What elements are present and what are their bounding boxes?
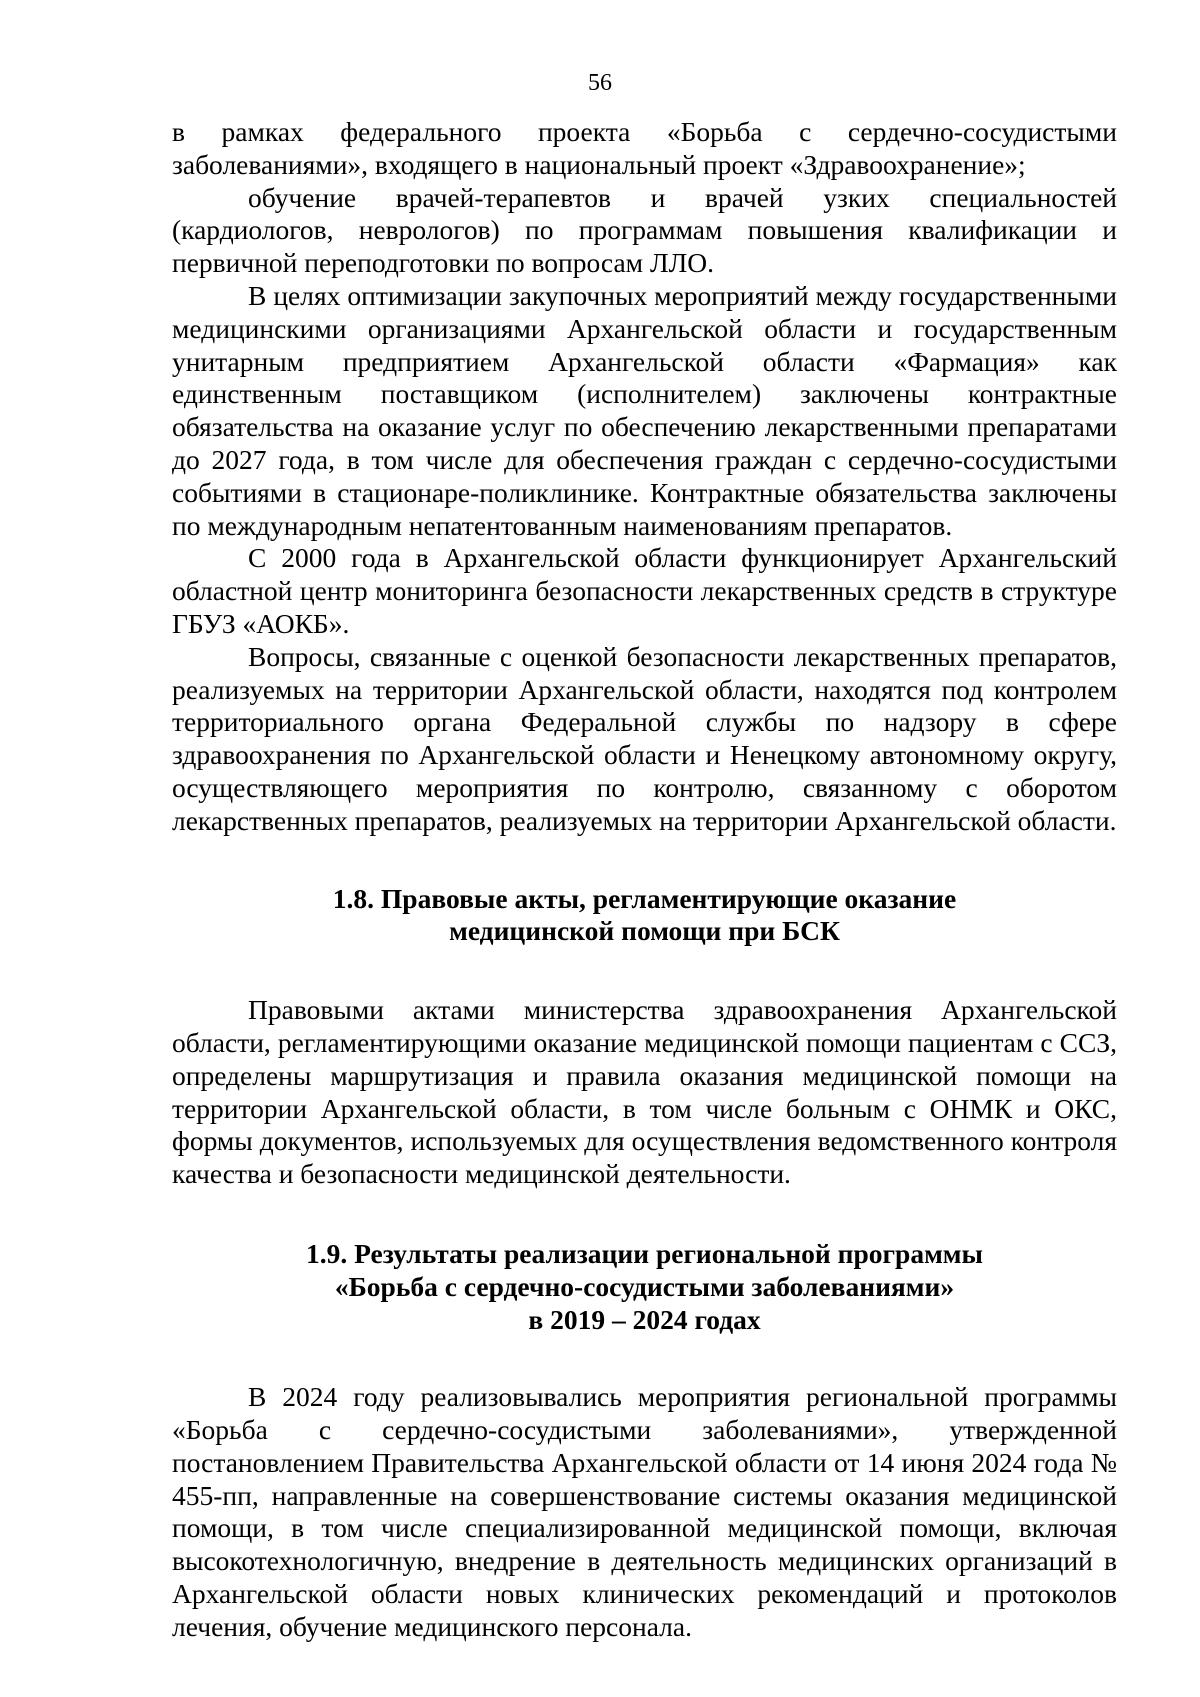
paragraph-procurement: В целях оптимизации закупочных мероприятий между государственными медицинскими организациями Архангельской области и государственным унитарным предприятием Архангельской области «Фармация» как единственным поставщиком (исполнителем) заключены контрактные обязательства на оказание услуг по обеспечению лекарственными препаратами до 2027 года, в том числе для обеспечения граждан с сердечно-сосудистыми событиями в стационаре-поликлинике. Контрактные обязательства заключены по международным непатентованным наименованиям препаратов. (172, 279, 1117, 541)
section-heading-1-8-line-1: 1.8. Правовые акты, регламентирующие оказание (332, 882, 957, 914)
section-heading-1-9-line-3: в 2019 – 2024 годах (528, 1303, 761, 1335)
paragraph-drug-safety: Вопросы, связанные с оценкой безопасности лекарственных препаратов, реализуемых на территории Архангельской области, находятся под контролем территориального органа Федеральной службы по надзору в сфере здравоохранения по Архангельской области и Ненецкому автономному округу, осуществляющего мероприятия по контролю, связанному с оборотом лекарственных препаратов, реализуемых на территории Архангельской области. (172, 640, 1117, 836)
section-heading-1-9-line-2: «Борьба с сердечно-сосудистыми заболеваниями» (334, 1270, 955, 1302)
section-heading-1-9 (172, 1238, 1117, 1336)
paragraph-regional-program: В 2024 году реализовывались мероприятия региональной программы «Борьба с сердечно-сосудистыми заболеваниями», утвержденной постановлением Правительства Архангельской области от 14 июня 2024 года № 455-пп, направленные на совершенствование системы оказания медицинской помощи, в том числе специализированной медицинской помощи, включая высокотехнологичную, внедрение в деятельность медицинских организаций в Архангельской области новых клинических рекомендаций и протоколов лечения, обучение медицинского персонала. (172, 1381, 1117, 1642)
paragraph-doctor-training: обучение врачей-терапевтов и врачей узких специальностей (кардиологов, неврологов) по программам повышения квалификации и первичной переподготовки по вопросам ЛЛО. (172, 181, 1117, 279)
paragraph-monitoring-center: С 2000 года в Архангельской области функционирует Архангельский областной центр мониторинга безопасности лекарственных средств в структуре ГБУЗ «АОКБ». (172, 542, 1117, 639)
section-heading-1-8 (172, 883, 1117, 949)
page-content (172, 116, 1117, 1644)
paragraph-federal-project: в рамках федерального проекта «Борьба с сердечно-сосудистыми заболеваниями», входящего в национальный проект «Здравоохранение»; (172, 116, 1117, 180)
section-heading-1-8-line-2: медицинской помощи при БСК (449, 915, 840, 947)
page-number: 56 (588, 70, 612, 96)
paragraph-legal-acts: Правовыми актами министерства здравоохранения Архангельской области, регламентирующими оказание медицинской помощи пациентам с ССЗ, определены маршрутизация и правила оказания медицинской помощи на территории Архангельской области, в том числе больным с ОНМК и ОКС, формы документов, используемых для осуществления ведомственного контроля качества и безопасности медицинской деятельности. (172, 994, 1117, 1190)
section-heading-1-9-line-1: 1.9. Результаты реализации региональной программы (306, 1237, 983, 1269)
